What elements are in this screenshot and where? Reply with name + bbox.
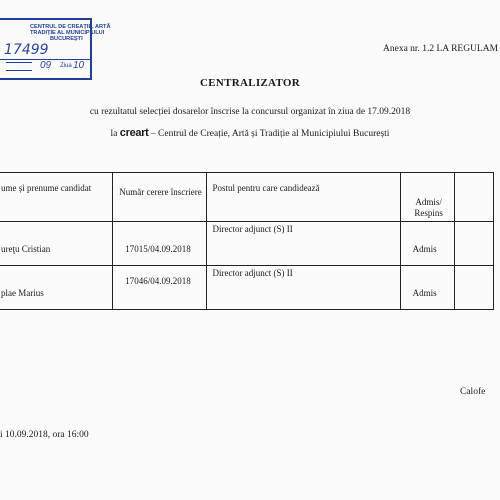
status: Admis — [412, 288, 437, 298]
header-position: Postul pentru care candidează — [212, 183, 320, 193]
stamp-registration-number: 17499 — [4, 42, 49, 58]
document-subtitle: cu rezultatul selecției dosarelor înscrise la concursul organizat în ziua de 17.09.2018 — [89, 107, 411, 117]
stamp-line-1: CENTRUL DE CREAȚIE, ARTĂ — [30, 24, 111, 30]
stamp-line-3: BUCUREȘTI — [50, 36, 83, 42]
header-request-number: Număr cerere înscriere — [119, 187, 202, 197]
header-status: Admis/ Respins — [414, 197, 443, 218]
results-table — [0, 172, 494, 310]
document-title: CENTRALIZATOR — [199, 77, 301, 89]
position: Director adjunct (S) II — [212, 224, 293, 234]
organizer-prefix: la — [110, 129, 118, 139]
position: Director adjunct (S) II — [212, 268, 293, 278]
table-header-row — [0, 173, 494, 222]
registration-stamp — [0, 18, 111, 80]
request-number: 17046/04.09.2018 — [125, 276, 191, 286]
stamp-month: 10 — [73, 60, 85, 71]
candidate-name: ureţu Cristian — [1, 244, 51, 254]
annex-reference: Anexa nr. 1.2 LA REGULAM — [383, 44, 499, 54]
stamp-day: 09 — [40, 60, 52, 71]
date-time-line: i 10.09.2018, ora 16:00 — [0, 430, 89, 440]
organizer-name: – Centrul de Creație, Artă și Tradiție al Municipiului București — [150, 129, 390, 139]
creart-logo: creart — [119, 127, 149, 139]
table-row — [0, 222, 494, 266]
candidate-name: plae Marius — [1, 288, 44, 298]
header-candidate-name: ume și prenume candidat — [1, 183, 92, 193]
stamp-bar — [6, 62, 32, 63]
organizer-line — [0, 127, 500, 139]
request-number: 17015/04.09.2018 — [125, 244, 191, 254]
status: Admis — [412, 244, 437, 254]
stamp-bar — [6, 70, 32, 71]
stamp-line-2: TRADIȚIE AL MUNICIPIULUI — [30, 30, 105, 36]
signature-name: Calofe — [460, 387, 486, 397]
table-row — [0, 266, 494, 310]
stamp-day-label: Ziua — [60, 63, 72, 69]
